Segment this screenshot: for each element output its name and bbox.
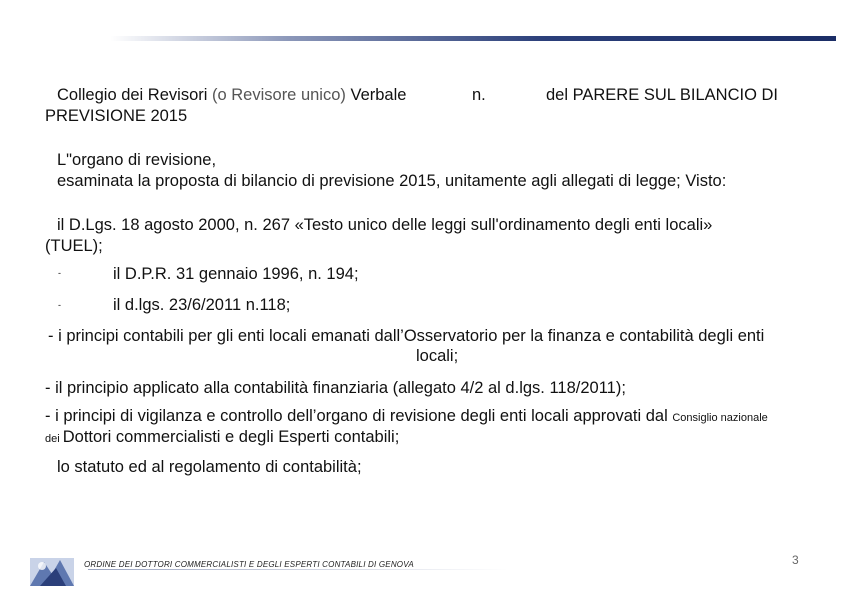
organ-intro: L"organo di revisione, — [57, 151, 217, 169]
heading-revisore-unico: (o Revisore unico) — [212, 86, 346, 104]
vigilanza-line2 — [45, 427, 399, 449]
principi-line1: - i principi contabili per gli enti locali emanati dall’Osservatorio per la finanza e contabilità degli enti — [48, 327, 765, 345]
bullet-dlgs: il d.lgs. 23/6/2011 n.118; — [113, 296, 291, 314]
page-number: 3 — [792, 553, 799, 567]
heading-parere-label: del PARERE SUL BILANCIO DI — [546, 86, 778, 104]
organ-esaminata: esaminata la proposta di bilancio di previsione 2015, unitamente agli allegati di legge; Visto: — [57, 172, 727, 190]
heading-line2: PREVISIONE 2015 — [45, 107, 188, 125]
bullet-dpr: il D.P.R. 31 gennaio 1996, n. 194; — [113, 265, 359, 283]
principi-line2: locali; — [416, 347, 459, 365]
vigilanza-consiglio: Consiglio nazionale — [672, 412, 768, 424]
footer-organization: ORDINE DEI DOTTORI COMMERCIALISTI E DEGLI ESPERTI CONTABILI DI GENOVA — [84, 560, 414, 569]
principio-applicato: - il principio applicato alla contabilità finanziaria (allegato 4/2 al d.lgs. 118/2011); — [45, 379, 626, 397]
heading-collegio: Collegio dei Revisori — [57, 86, 212, 104]
heading-verbale: Verbale — [345, 86, 407, 104]
tuel-line2: (TUEL); — [45, 237, 103, 255]
vigilanza-dottori: Dottori commercialisti e degli Esperti contabili; — [62, 428, 400, 446]
bullet-dash-2: - — [58, 300, 61, 310]
heading-number-label: n. — [472, 86, 486, 104]
footer-divider — [88, 569, 508, 570]
bullet-dash-1: - — [58, 268, 61, 278]
order-logo-icon — [30, 556, 76, 588]
verbale-heading-line1 — [57, 85, 406, 105]
statuto-line: lo statuto ed al regolamento di contabilità; — [57, 458, 362, 476]
vigilanza-text: - i principi di vigilanza e controllo dell’organo di revisione degli enti locali approvati dal — [45, 407, 673, 425]
vigilanza-dei: dei — [45, 433, 63, 445]
tuel-line1: il D.Lgs. 18 agosto 2000, n. 267 «Testo unico delle leggi sull'ordinamento degli enti locali» — [57, 216, 713, 234]
vigilanza-line1 — [45, 406, 768, 428]
header-decorative-bar — [110, 36, 836, 41]
